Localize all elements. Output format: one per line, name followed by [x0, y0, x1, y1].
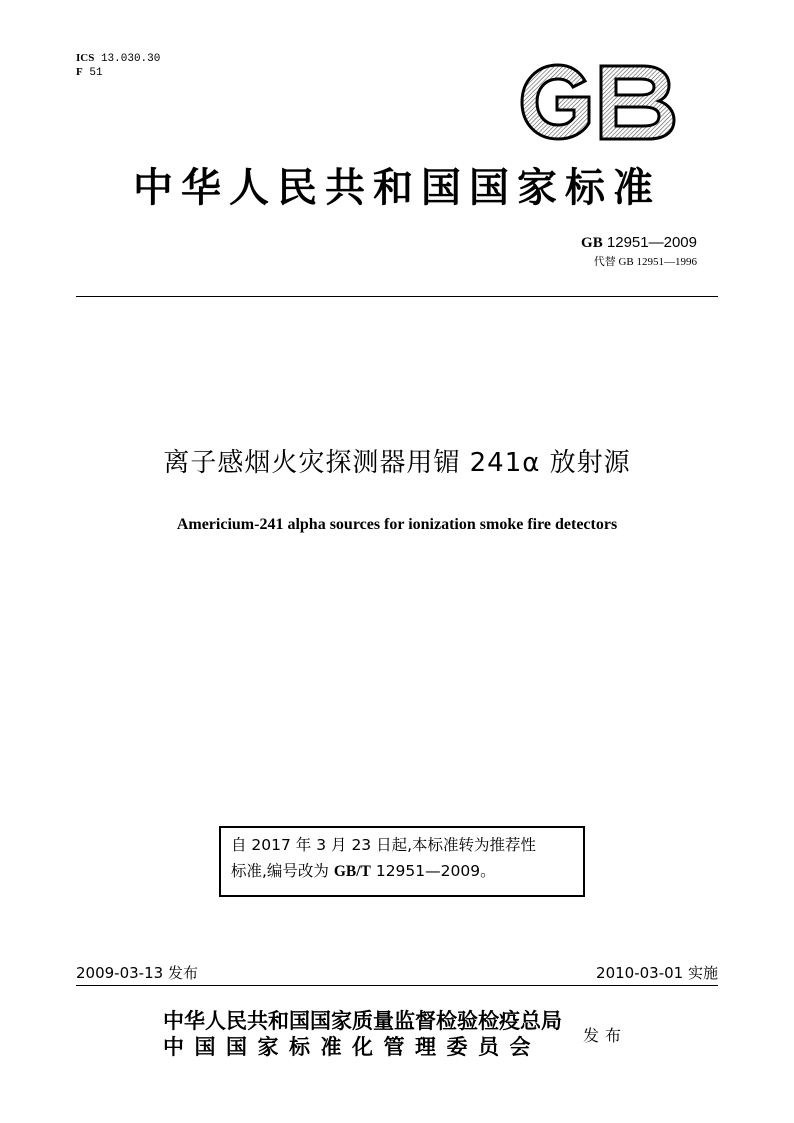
- issue-date: 2009-03-13 发布: [76, 964, 198, 982]
- ccs-label: F: [76, 66, 83, 78]
- standard-code: 12951—2009: [606, 234, 697, 251]
- notice-line-2-suffix: 12951—2009。: [370, 862, 496, 880]
- ccs-line: [76, 66, 160, 80]
- national-standard-title: 中华人民共和国国家标准: [133, 164, 661, 211]
- issuing-authorities: [163, 1008, 562, 1060]
- top-divider: [76, 296, 718, 297]
- effective-date: 2010-03-01 实施: [596, 964, 718, 982]
- notice-line-2: [231, 858, 583, 885]
- standard-prefix: GB: [581, 235, 603, 251]
- chinese-title: 离子感烟火灾探测器用镅 241α 放射源: [163, 448, 631, 478]
- notice-box: [219, 826, 585, 897]
- replaced-standard: 代替 GB 12951—1996: [593, 256, 697, 268]
- notice-line-2-prefix: 标准,编号改为: [231, 862, 334, 880]
- notice-line-1: 自 2017 年 3 月 23 日起,本标准转为推荐性: [231, 836, 537, 854]
- ccs-code: 51: [89, 67, 103, 79]
- issuer-line-1: 中华人民共和国国家质量监督检验检疫总局: [163, 1008, 562, 1033]
- issuer-line-2: 中国国家标准化管理委员会: [163, 1034, 541, 1059]
- english-title: Americium-241 alpha sources for ionization smoke fire detectors: [176, 516, 618, 533]
- bottom-divider: [76, 985, 718, 986]
- ics-label: ICS: [76, 52, 95, 64]
- gb-logo-icon: [519, 63, 677, 141]
- standard-number: [581, 234, 697, 252]
- classification-codes: [76, 52, 160, 80]
- publish-label: 发布: [583, 1026, 628, 1045]
- ics-line: [76, 52, 160, 66]
- notice-gbt-code: GB/T: [333, 863, 371, 880]
- ics-code: 13.030.30: [100, 53, 161, 65]
